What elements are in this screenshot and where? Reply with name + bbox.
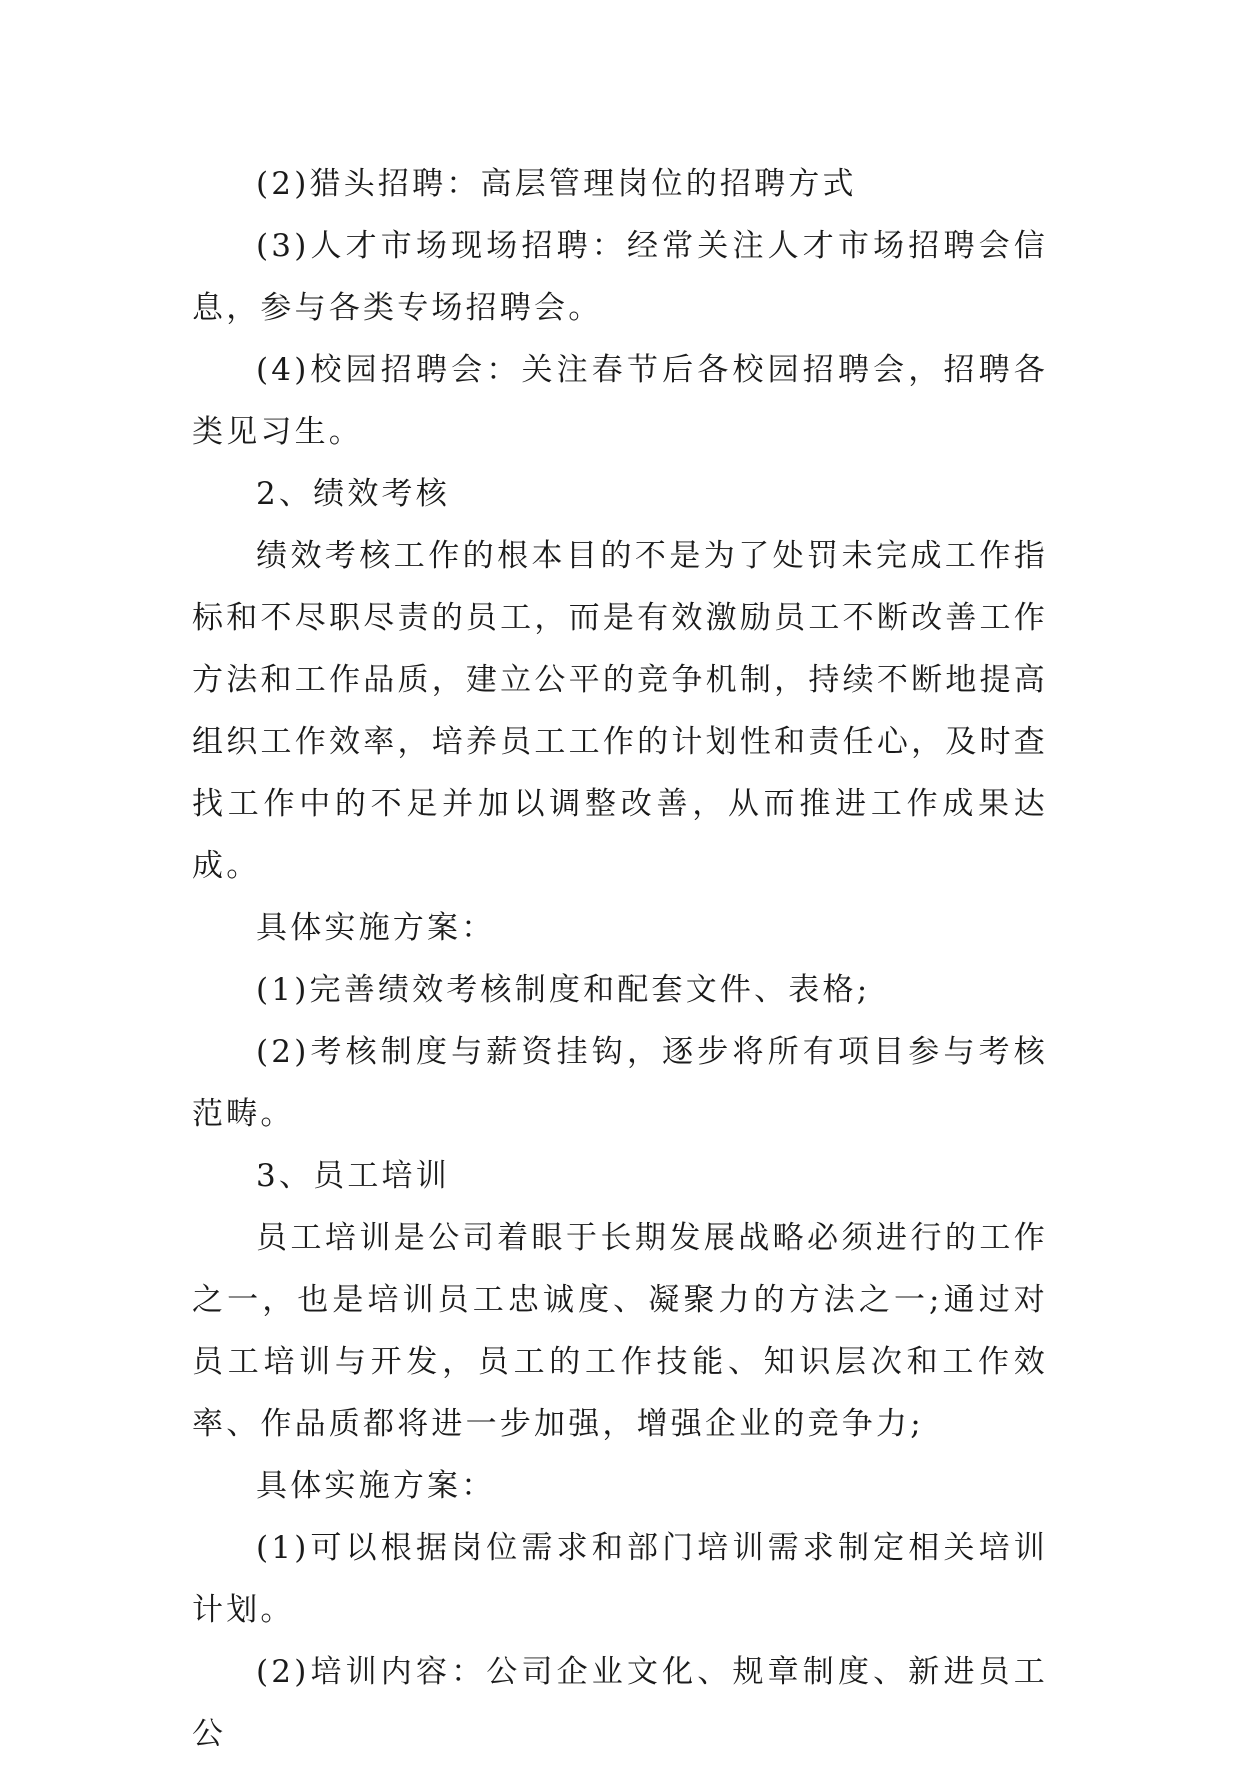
paragraph-training-item-2: (2)培训内容：公司企业文化、规章制度、新进员工公 bbox=[192, 1654, 1048, 1752]
paragraph-campus-recruitment: (4)校园招聘会：关注春节后各校园招聘会，招聘各类见习生。 bbox=[192, 352, 1048, 450]
paragraph-performance-item-1: (1)完善绩效考核制度和配套文件、表格; bbox=[256, 972, 871, 1008]
paragraph-talent-market: (3)人才市场现场招聘：经常关注人才市场招聘会信息，参与各类专场招聘会。 bbox=[192, 228, 1048, 326]
subheading-implementation-plan: 具体实施方案： bbox=[256, 910, 496, 946]
paragraph-training-purpose: 员工培训是公司着眼于长期发展战略必须进行的工作之一，也是培训员工忠诚度、凝聚力的方法之一;通过对员工培训与开发，员工的工作技能、知识层次和工作效率、作品质都将进一步加强，增强企业的竞争力; bbox=[192, 1220, 1048, 1442]
paragraph-performance-item-2: (2)考核制度与薪资挂钩，逐步将所有项目参与考核范畴。 bbox=[192, 1034, 1048, 1132]
section-heading-training: 3、员工培训 bbox=[256, 1158, 450, 1194]
subheading-implementation-plan: 具体实施方案： bbox=[256, 1468, 496, 1504]
paragraph-performance-purpose: 绩效考核工作的根本目的不是为了处罚未完成工作指标和不尽职尽责的员工，而是有效激励员工不断改善工作方法和工作品质，建立公平的竞争机制，持续不断地提高组织工作效率，培养员工工作的计划性和责任心，及时查找工作中的不足并加以调整改善，从而推进工作成果达成。 bbox=[192, 538, 1048, 884]
paragraph-training-item-1: (1)可以根据岗位需求和部门培训需求制定相关培训计划。 bbox=[192, 1530, 1048, 1628]
document-body bbox=[192, 153, 1048, 1765]
paragraph-headhunting: (2)猎头招聘：高层管理岗位的招聘方式 bbox=[256, 166, 857, 202]
section-heading-performance: 2、绩效考核 bbox=[256, 476, 450, 512]
